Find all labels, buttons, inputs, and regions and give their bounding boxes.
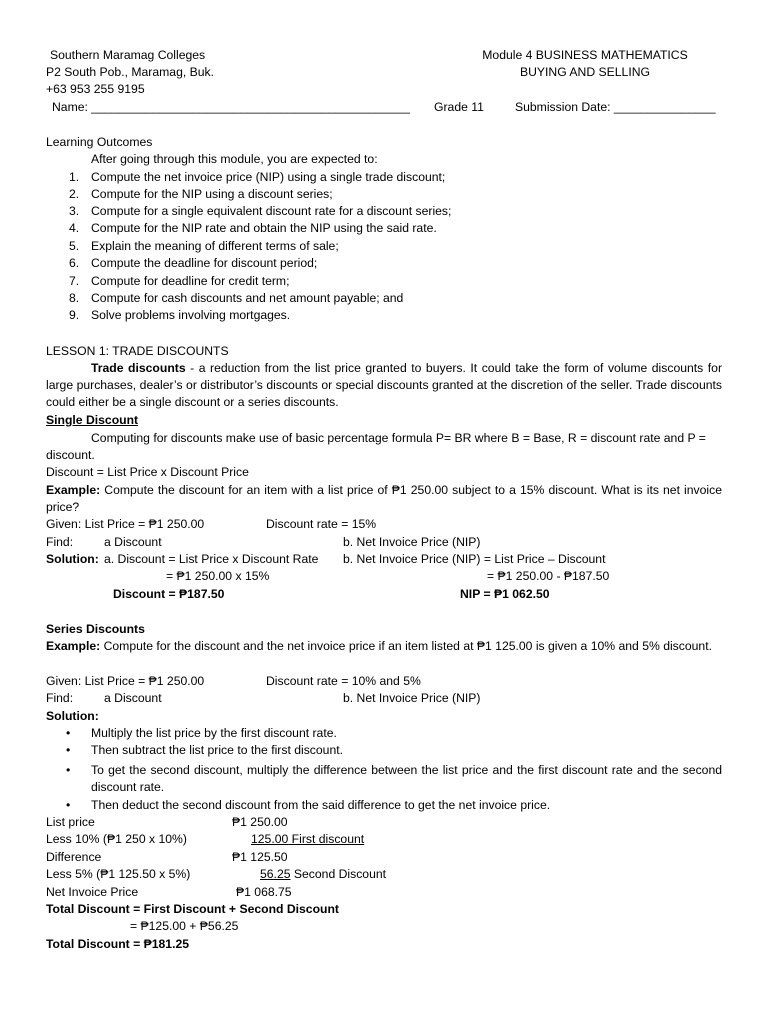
calc-value: ₱1 125.50	[232, 850, 288, 864]
outcomes-heading: Learning Outcomes	[46, 135, 153, 149]
module-topic: BUYING AND SELLING	[519, 65, 651, 79]
outcome-item: Compute for a single equivalent discount rate for a discount series;	[91, 204, 452, 218]
example-2	[46, 638, 722, 655]
single-discount-para: Computing for discounts make use of basic percentage formula P= BR where B = Base, R = discount rate and P =	[91, 431, 706, 445]
bullet-icon: •	[66, 726, 71, 740]
given-discount-rate: Discount rate = 15%	[266, 517, 377, 531]
calc-label: Difference	[46, 850, 102, 864]
total-discount-result: Total Discount = ₱181.25	[46, 937, 190, 951]
calc-label: List price	[46, 815, 95, 829]
calc-label: Less 5% (₱1 125.50 x 5%)	[46, 867, 191, 881]
lesson-title: LESSON 1: TRADE DISCOUNTS	[46, 344, 229, 358]
calc-note: Second Discount	[290, 867, 387, 881]
calc-value: 125.00	[251, 832, 289, 846]
solution-b-step: = ₱1 250.00 - ₱187.50	[487, 569, 610, 583]
outcome-item: Compute the deadline for discount period;	[91, 256, 318, 270]
given-list-price: Given: List Price = ₱1 250.00	[46, 674, 205, 688]
name-field: Name: _______________________________________________	[52, 100, 410, 114]
outcome-number: 4.	[69, 221, 80, 235]
solution-step: Multiply the list price by the first discount rate.	[91, 726, 337, 740]
calc-row-4	[260, 866, 386, 883]
find-a: a Discount	[104, 535, 162, 549]
outcome-item: Explain the meaning of different terms of sale;	[91, 239, 339, 253]
outcome-item: Compute the net invoice price (NIP) using a single trade discount;	[91, 170, 446, 184]
outcome-item: Compute for the NIP rate and obtain the NIP using the said rate.	[91, 221, 437, 235]
outcome-number: 9.	[69, 308, 80, 322]
example-label: Example:	[46, 483, 101, 497]
outcome-number: 5.	[69, 239, 80, 253]
outcome-item: Compute for the NIP using a discount series;	[91, 187, 333, 201]
outcome-number: 1.	[69, 170, 80, 184]
calc-value: ₱1 250.00	[232, 815, 288, 829]
find-label: Find:	[46, 691, 74, 705]
calc-note: First discount	[288, 832, 365, 846]
outcome-item: Compute for cash discounts and net amount payable; and	[91, 291, 404, 305]
solution-step: To get the second discount, multiply the difference between the list price and the first discount rate and the second discount rate.	[91, 763, 722, 794]
trade-discount-definition	[46, 360, 722, 411]
total-discount-calc: = ₱125.00 + ₱56.25	[130, 919, 239, 933]
outcome-number: 8.	[69, 291, 80, 305]
outcome-number: 2.	[69, 187, 80, 201]
outcome-item: Solve problems involving mortgages.	[91, 308, 291, 322]
example-label: Example:	[46, 639, 101, 653]
example-text: Compute the discount for an item with a list price of ₱1 250.00 subject to a 15% discount. What is its net invoice price?	[46, 483, 722, 514]
trade-discount-text: - a reduction from the list price granted to buyers. It could take the form of volume discounts for large purchases, dealer’s or distributor’s discounts or special discounts granted at the discretion of the seller. Trade discounts could either be a single discount or a series discounts.	[46, 361, 723, 409]
series-discounts-heading: Series Discounts	[46, 622, 145, 636]
bullet-icon: •	[66, 763, 71, 777]
find-a: a Discount	[104, 691, 162, 705]
outcome-number: 7.	[69, 274, 80, 288]
find-b: b. Net Invoice Price (NIP)	[343, 691, 481, 705]
solution-label: Solution:	[46, 552, 99, 566]
grade-label: Grade 11	[434, 100, 484, 114]
bullet-icon: •	[66, 743, 71, 757]
given-list-price: Given: List Price = ₱1 250.00	[46, 517, 205, 531]
solution-label: Solution:	[46, 709, 99, 723]
find-label: Find:	[46, 535, 74, 549]
solution-step: Then subtract the list price to the first discount.	[91, 743, 343, 757]
outcome-number: 6.	[69, 256, 80, 270]
calc-label: Less 10% (₱1 250 x 10%)	[46, 832, 187, 846]
outcome-number: 3.	[69, 204, 80, 218]
single-discount-heading: Single Discount	[46, 413, 139, 427]
calc-value: 56.25	[260, 867, 291, 881]
calc-row-2	[251, 831, 364, 848]
solution-b: b. Net Invoice Price (NIP) = List Price – Discount	[343, 552, 606, 566]
calc-value: ₱1 068.75	[236, 885, 292, 899]
example-1	[46, 482, 722, 516]
school-phone: +63 953 255 9195	[46, 82, 145, 96]
school-address: P2 South Pob., Maramag, Buk.	[46, 65, 215, 79]
solution-step: Then deduct the second discount from the said difference to get the net invoice price.	[91, 798, 551, 812]
solution-a: a. Discount = List Price x Discount Rate	[104, 552, 319, 566]
discount-formula: Discount = List Price x Discount Price	[46, 465, 249, 479]
outcome-item: Compute for deadline for credit term;	[91, 274, 290, 288]
solution-b-result: NIP = ₱1 062.50	[460, 587, 550, 601]
given-discount-rate: Discount rate = 10% and 5%	[266, 674, 421, 688]
total-discount-formula: Total Discount = First Discount + Second Discount	[46, 902, 339, 916]
module-title: Module 4 BUSINESS MATHEMATICS	[482, 48, 688, 62]
example-text: Compute for the discount and the net invoice price if an item listed at ₱1 125.00 is given a 10% and 5% discount.	[100, 639, 712, 653]
bullet-icon: •	[66, 798, 71, 812]
submission-date-field: Submission Date: _______________	[515, 100, 716, 114]
calc-label: Net Invoice Price	[46, 885, 139, 899]
outcomes-intro: After going through this module, you are expected to:	[91, 152, 378, 166]
solution-a-step: = ₱1 250.00 x 15%	[166, 569, 270, 583]
find-b: b. Net Invoice Price (NIP)	[343, 535, 481, 549]
school-name: Southern Maramag Colleges	[50, 48, 206, 62]
single-discount-para-cont: discount.	[46, 448, 95, 462]
solution-a-result: Discount = ₱187.50	[113, 587, 225, 601]
trade-discount-term: Trade discounts	[91, 361, 186, 375]
